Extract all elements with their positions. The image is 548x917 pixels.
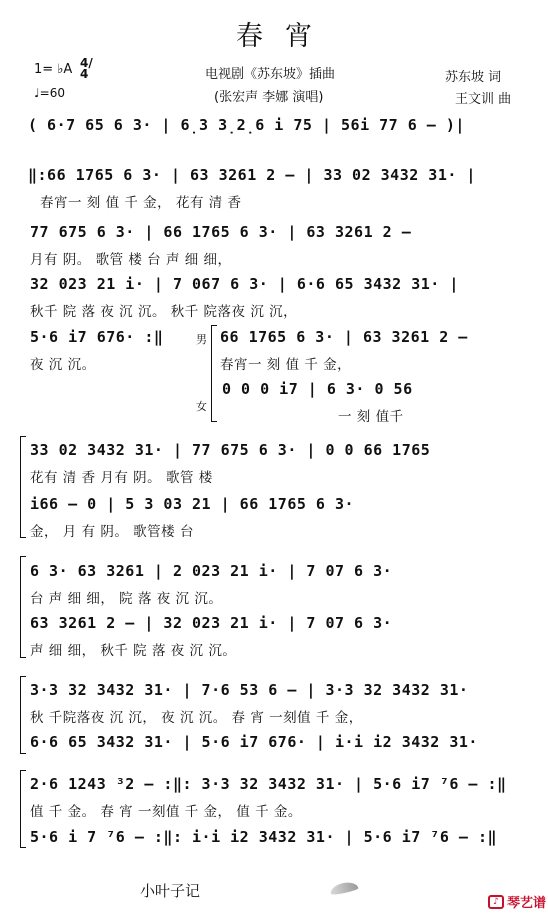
notation-line: 5·6 i 7 ⁷6 – :‖: i·i i2 3432 31· | 5·6 i7 ⁷6 – :‖ xyxy=(30,828,498,846)
time-signature: 4/4 xyxy=(80,56,93,81)
notation-line: 6·6 65 3432 31· | 5·6 i7 676· | i·i i2 3432 31· xyxy=(30,733,478,751)
lyricist-credit: 苏东坡 词 xyxy=(445,70,502,85)
notation-line: i66 – 0 | 5 3 03 21 | 66 1765 6 3· xyxy=(30,495,355,513)
lyrics-line: 一 刻 值千 xyxy=(338,409,404,425)
lyrics-line: 春宵一 刻 值 千 金， 花有 清 香 xyxy=(40,195,242,211)
duet-brace-4 xyxy=(20,676,26,754)
lyrics-line: 月有 阴。 歌管 楼 台 声 细 细， xyxy=(30,252,232,268)
brand-logo-icon: ♪ xyxy=(488,895,504,909)
key-signature: 1= ♭A xyxy=(34,62,73,77)
composer-credit: 王文训 曲 xyxy=(455,92,512,107)
notation-line: 5·6 i7 676· :‖ xyxy=(30,328,164,346)
song-source: 电视剧《苏东坡》插曲 xyxy=(205,67,336,82)
notation-line: 32 023 21 i· | 7 067 6 3· | 6·6 65 3432 31· | xyxy=(30,275,459,293)
notation-line: ( 6·7 65 6 3· | 6̣3 3̣2̣6 i 75 | 56i 77 6 – )| xyxy=(28,116,465,134)
lyrics-line: 金， 月 有 阴。 歌管楼 台 xyxy=(30,524,194,540)
lyrics-line: 声 细 细， 秋千 院 落 夜 沉 沉。 xyxy=(30,643,237,659)
lyrics-line: 秋千 院 落 夜 沉 沉。 秋千 院落夜 沉 沉， xyxy=(30,304,298,320)
notation-line: 0 0 0 i7 | 6 3· 0 56 xyxy=(222,380,413,398)
duet-brace-1 xyxy=(211,325,217,422)
notation-line: 2·6 1243 ³2 – :‖: 3·3 32 3432 31· | 5·6 i7 ⁷6 – :‖ xyxy=(30,775,507,793)
notation-line: 66 1765 6 3· | 63 3261 2 – xyxy=(220,328,468,346)
lyrics-line: 秋 千院落夜 沉 沉， 夜 沉 沉。 春 宵 一刻值 千 金， xyxy=(30,710,363,726)
duet-brace-2 xyxy=(20,436,26,538)
lyrics-line: 春宵一 刻 值 千 金， xyxy=(220,357,352,373)
page-title: 春宵 xyxy=(236,21,334,52)
tempo-mark: ♩=60 xyxy=(34,86,65,100)
lyrics-line: 台 声 细 细， 院 落 夜 沉 沉。 xyxy=(30,591,223,607)
footer-signature: 小叶子记 xyxy=(140,882,201,900)
feather-decoration xyxy=(329,880,358,896)
notation-line: 63 3261 2 – | 32 023 21 i· | 7 07 6 3· xyxy=(30,614,393,632)
voice-label-female: 女 xyxy=(196,400,208,413)
lyrics-line: 花有 清 香 月有 阴。 歌管 楼 xyxy=(30,470,213,486)
voice-label-male: 男 xyxy=(196,333,208,346)
brand-logo xyxy=(488,892,546,911)
notation-line: 77 675 6 3· | 66 1765 6 3· | 63 3261 2 – xyxy=(30,223,412,241)
notation-line: 3·3 32 3432 31· | 7·6 53 6 – | 3·3 32 3432 31· xyxy=(30,681,469,699)
duet-brace-3 xyxy=(20,556,26,658)
notation-line: 6 3· 63 3261 | 2 023 21 i· | 7 07 6 3· xyxy=(30,562,393,580)
brand-logo-text: 琴艺谱 xyxy=(507,896,547,911)
lyrics-line: 夜 沉 沉。 xyxy=(30,357,96,373)
lyrics-line: 值 千 金。 春 宵 一刻值 千 金， 值 千 金。 xyxy=(30,804,302,820)
duet-brace-5 xyxy=(20,770,26,848)
notation-line: ‖:66 1765 6 3· | 63 3261 2 – | 33 02 3432 31· | xyxy=(28,166,476,184)
song-singers: (张宏声 李娜 演唱) xyxy=(214,90,324,105)
notation-line: 33 02 3432 31· | 77 675 6 3· | 0 0 66 1765 xyxy=(30,441,431,459)
